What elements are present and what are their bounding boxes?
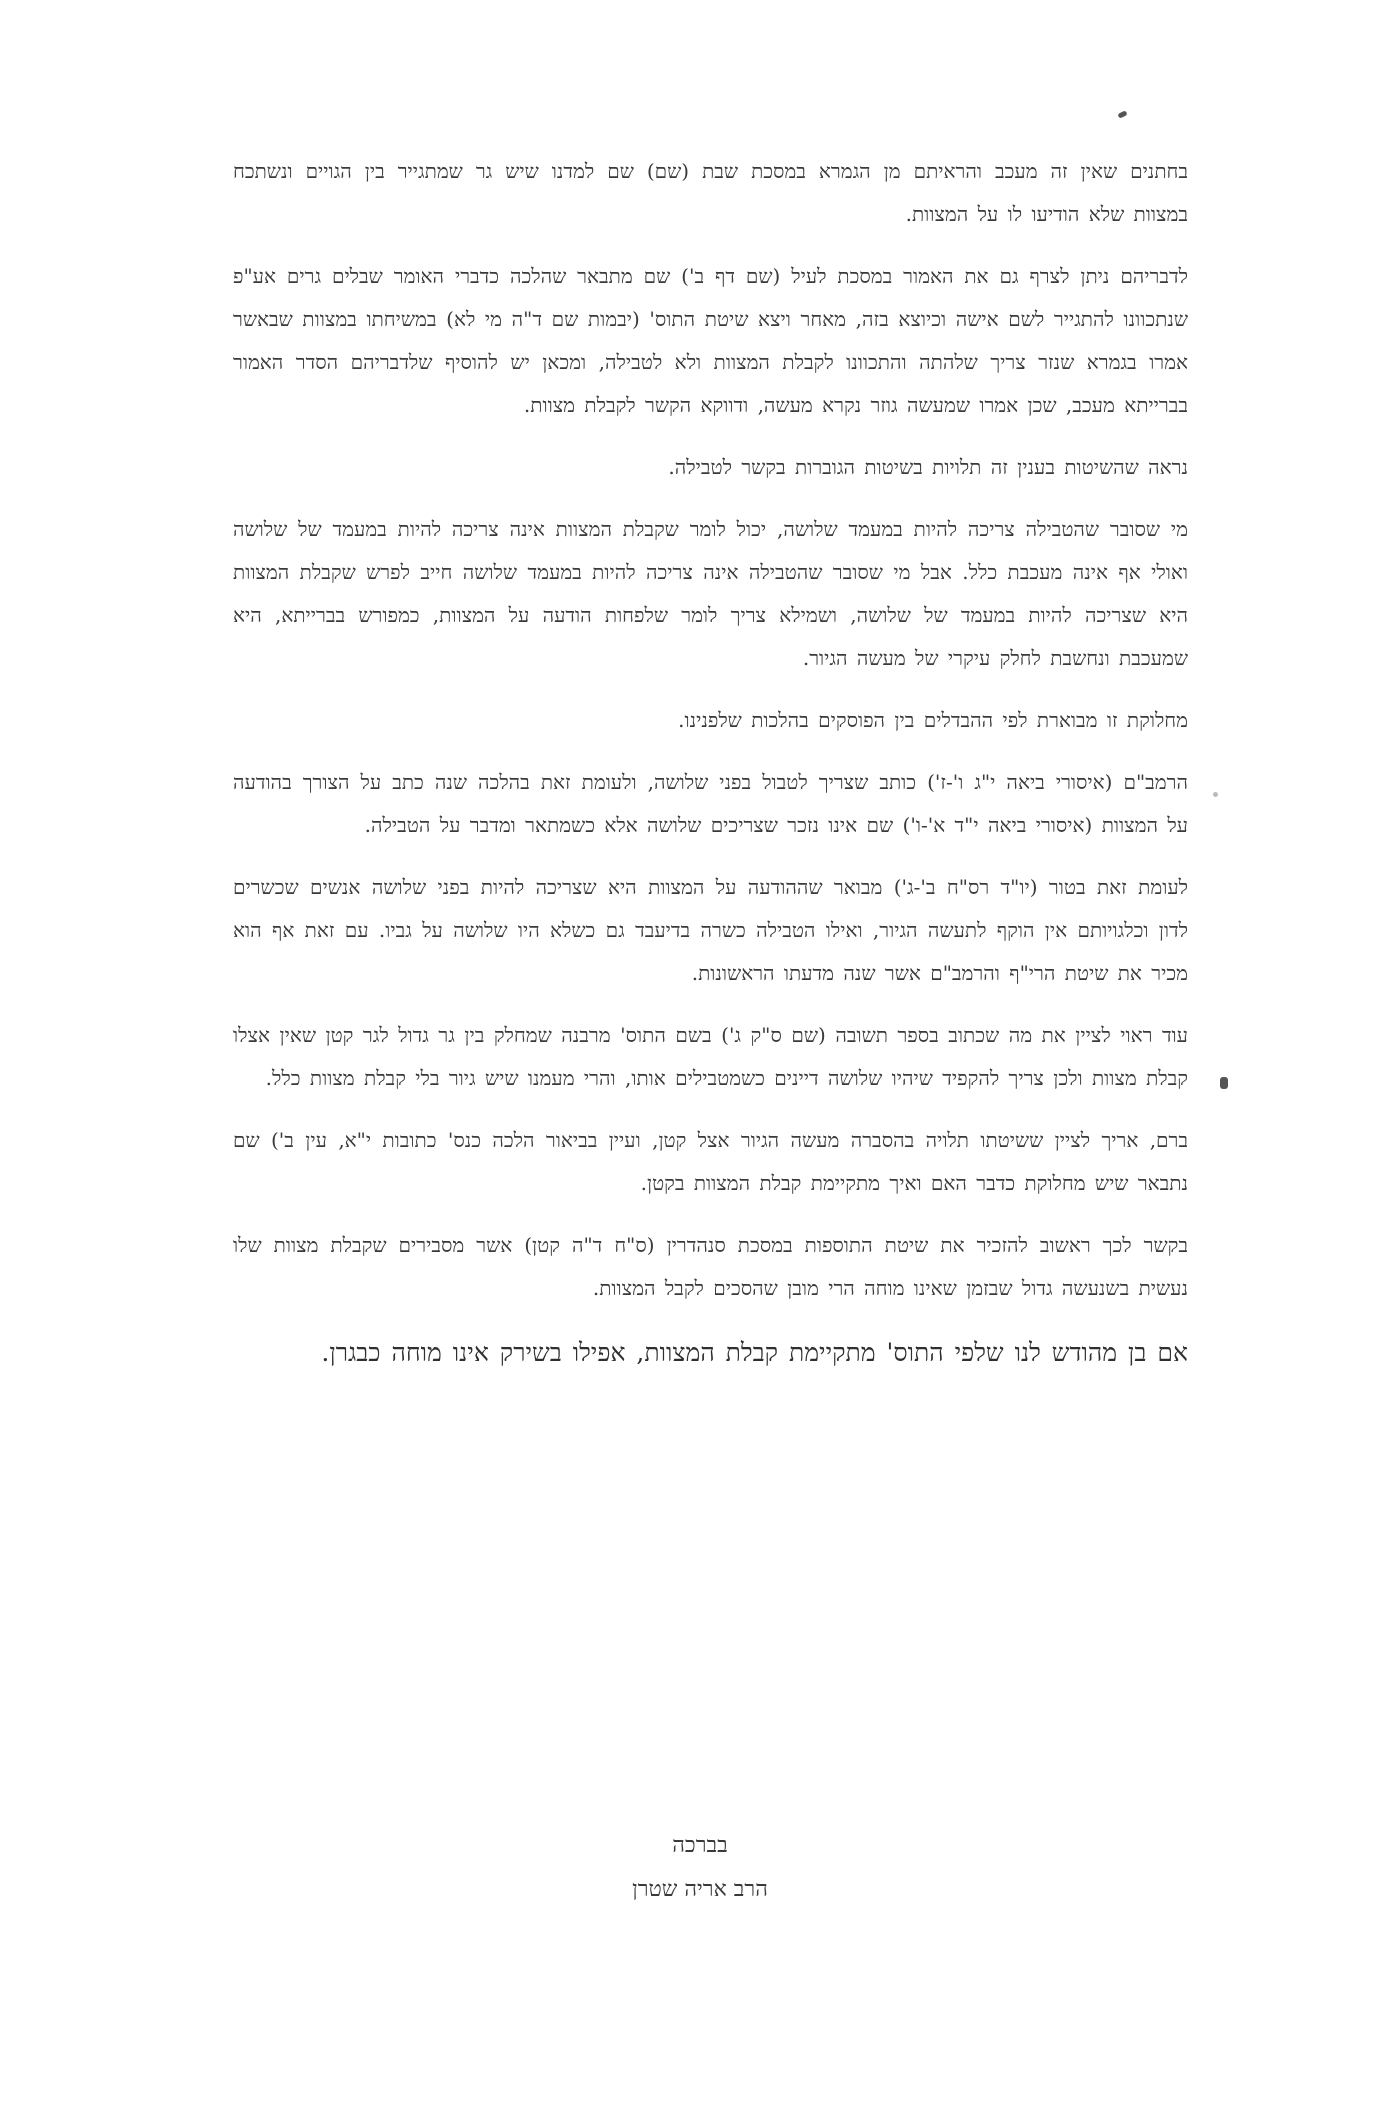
margin-mark — [1220, 1077, 1228, 1089]
scan-dot — [1213, 792, 1218, 797]
paragraph-2: לדבריהם ניתן לצרף גם את האמור במסכת לעיל (שם דף ב') שם מתבאר שהלכה כדברי האומר שבלים גרים אע"פ שנתכוונו להתגייר לשם אישה וכיוצא בזה, מאחר ויצא שיטת התוס' (יבמות שם ד"ה מי לא) במשיחתו במצוות שבאשר אמרו בגמרא שנזר צריך שלהתה והתכוונו לקבלת המצוות ולא לטבילה, ומכאן יש להוסיף שלדבריהם הסדר האמור בברייתא מעכב, שכן אמרו שמעשה גוזר נקרא מעשה, ודווקא הקשר לקבלת מצוות. — [233, 264, 1188, 417]
paragraph-7: לעומת זאת בטור (יו"ד רס"ח ב'-ג') מבואר שההודעה על המצוות היא שצריכה להיות בפני שלושה אנשים שכשרים לדון וכלגויותם אין הוקף לתעשה הגיור, ואילו הטבילה כשרה בדיעבד גם כשלא היו שלושה על גביו. עם זאת אף הוא מכיר את שיטת הרי"ף והרמב"ם אשר שנה מדעתו הראשונות. — [233, 875, 1188, 985]
signature-name: הרב אריה שטרן — [632, 1877, 768, 1902]
scan-speck — [1117, 110, 1127, 118]
paragraph-5: מחלוקת זו מבוארת לפי ההבדלים בין הפוסקים בהלכות שלפנינו. — [678, 708, 1188, 732]
paragraph-4: מי שסובר שהטבילה צריכה להיות במעמד שלושה, יכול לומר שקבלת המצוות אינה צריכה להיות במעמד של שלושה ואולי אף אינה מעכבת כלל. אבל מי שסובר שהטבילה אינה צריכה להיות במעמד שלושה חייב לפרש שקבלת המצוות היא שצריכה להיות במעמד של שלושה, ושמילא צריך לומר שלפחות הודעה על המצוות, כמפורש בברייתא, היא שמעכבת ונחשבת לחלק עיקרי של מעשה הגיור. — [233, 517, 1188, 670]
paragraph-1: בחתנים שאין זה מעכב והראיתם מן הגמרא במסכת שבת (שם) שם למדנו שיש גר שמתגייר בין הגויים ונשתכח במצוות שלא הודיעו לו על המצוות. — [233, 159, 1188, 226]
paragraph-3: נראה שהשיטות בענין זה תלויות בשיטות הגוברות בקשר לטבילה. — [668, 455, 1188, 479]
paragraph-6: הרמב"ם (איסורי ביאה י"ג ו'-ז') כותב שצריך לטבול בפני שלושה, ולעומת זאת בהלכה שנה כתב על הצורך בהודעה על המצוות (איסורי ביאה י"ד א'-ו') שם אינו נזכר שצריכים שלושה אלא כשמתאר ומדבר על הטבילה. — [233, 770, 1188, 837]
paragraph-10: בקשר לכך ראשוב להזכיר את שיטת התוספות במסכת סנהדרין (ס"ח ד"ה קטן) אשר מסבירים שקבלת מצוות שלו נעשית בשנעשה גדול שבזמן שאינו מוחה הרי מובן שהסכים לקבל המצוות. — [233, 1233, 1188, 1300]
paragraph-conclusion: אם בן מהודש לנו שלפי התוס' מתקיימת קבלת המצוות, אפילו בשירק אינו מוחה כבגרן. — [321, 1338, 1188, 1367]
paragraph-8: עוד ראוי לציין את מה שכתוב בספר תשובה (שם ס"ק ג') בשם התוס' מרבנה שמחלק בין גר גדול לגר קטן שאין אצלו קבלת מצוות ולכן צריך להקפיד שיהיו שלושה דיינים כשמטבילים אותו, והרי מעמנו שיש גיור בלי קבלת מצוות כלל. — [233, 1023, 1188, 1090]
paragraph-9: ברם, אריך לציין ששיטתו תלויה בהסברה מעשה הגיור אצל קטן, ועיין בביאור הלכה כנס' כתובות י"א, עין ב') שם נתבאר שיש מחלוקת כדבר האם ואיך מתקיימת קבלת המצוות בקטן. — [233, 1128, 1188, 1195]
letter-body — [233, 150, 1188, 1396]
signature-block — [500, 1824, 900, 1912]
signature-closing: בברכה — [672, 1833, 728, 1858]
